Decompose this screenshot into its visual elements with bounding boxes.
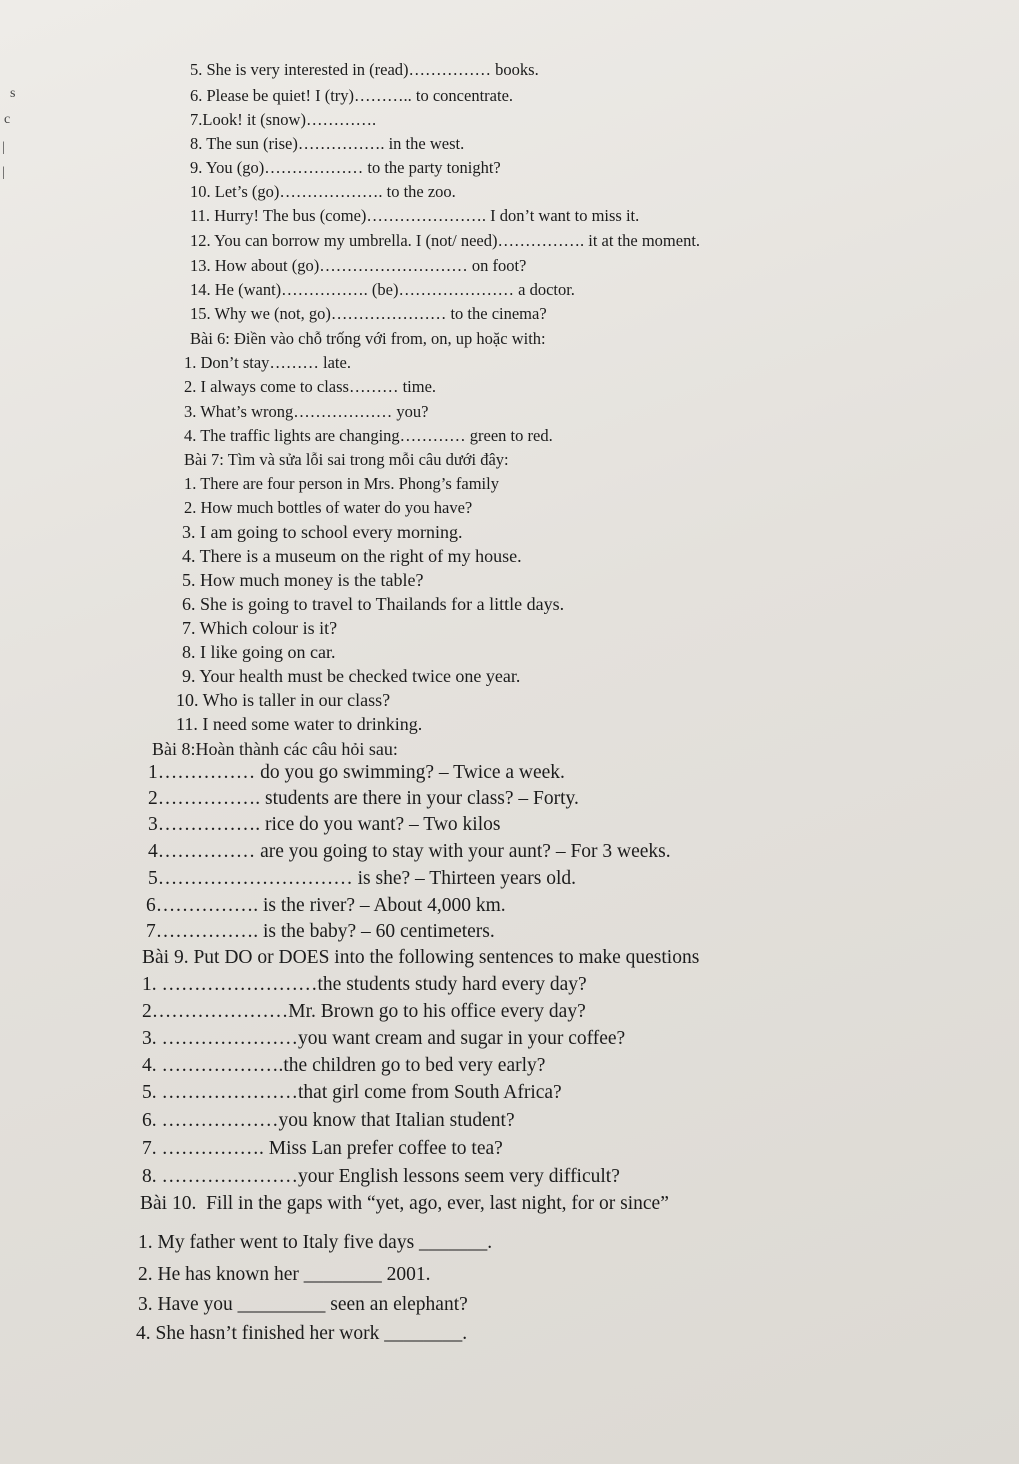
edge-mark: s [10, 86, 16, 101]
exercise-line: 6. ………………you know that Italian student? [142, 1110, 515, 1131]
exercise-line: 4. ……………….the children go to bed very early? [142, 1055, 546, 1076]
exercise-line: 1. There are four person in Mrs. Phong’s family [184, 474, 499, 493]
exercise-line: 6……………. is the river? – About 4,000 km. [146, 895, 506, 916]
exercise-line: 9. You (go)……………… to the party tonight? [190, 158, 501, 177]
section-title: Bài 10. Fill in the gaps with “yet, ago, ever, last night, for or since” [140, 1193, 669, 1214]
exercise-line: 7.Look! it (snow)…………. [190, 110, 377, 129]
exercise-line: 1. Don’t stay……… late. [184, 353, 351, 372]
exercise-line: 5. How much money is the table? [182, 570, 424, 590]
exercise-line: 3. What’s wrong……………… you? [184, 402, 429, 421]
exercise-line: 7……………. is the baby? – 60 centimeters. [146, 921, 495, 942]
exercise-line: 6. Please be quiet! I (try)……….. to concentrate. [190, 86, 514, 105]
exercise-line: 1. ……………………the students study hard every day? [142, 974, 587, 995]
exercise-line: 2…………………Mr. Brown go to his office every day? [142, 1001, 586, 1022]
exercise-line: 1. My father went to Italy five days _______. [138, 1232, 493, 1253]
exercise-line: 12. You can borrow my umbrella. I (not/ need)……………. it at the moment. [190, 231, 701, 250]
exercise-line: 11. I need some water to drinking. [176, 714, 423, 734]
exercise-line: 10. Who is taller in our class? [176, 690, 391, 710]
exercise-line: 8. …………………your English lessons seem very difficult? [142, 1166, 620, 1187]
exercise-line: 3. I am going to school every morning. [182, 522, 463, 542]
exercise-line: 4. There is a museum on the right of my house. [182, 546, 522, 566]
exercise-line: 7. Which colour is it? [182, 618, 338, 638]
exercise-line: 4. The traffic lights are changing………… green to red. [184, 426, 553, 445]
edge-mark: | [2, 140, 5, 155]
exercise-line: 3. Have you _________ seen an elephant? [138, 1294, 468, 1315]
exercise-line: 9. Your health must be checked twice one year. [182, 666, 521, 686]
exercise-line: 3. …………………you want cream and sugar in your coffee? [142, 1028, 626, 1049]
section-title: Bài 9. Put DO or DOES into the following sentences to make questions [142, 947, 700, 968]
section-title: Bài 7: Tìm và sửa lỗi sai trong mỗi câu dưới đây: [184, 450, 509, 469]
exercise-line: 2. I always come to class……… time. [184, 377, 437, 396]
edge-mark: c [4, 112, 11, 127]
exercise-line: 1…………… do you go swimming? – Twice a week. [148, 762, 565, 783]
exercise-line: 10. Let’s (go)………………. to the zoo. [190, 182, 456, 201]
exercise-line: 3……………. rice do you want? – Two kilos [148, 814, 501, 835]
exercise-line: 2. He has known her ________ 2001. [138, 1264, 431, 1285]
exercise-line: 8. The sun (rise)……………. in the west. [190, 134, 465, 153]
edge-mark: | [2, 165, 5, 180]
exercise-line: 5. …………………that girl come from South Africa? [142, 1082, 562, 1103]
exercise-line: 13. How about (go)……………………… on foot? [190, 256, 527, 275]
exercise-line: 4…………… are you going to stay with your aunt? – For 3 weeks. [148, 841, 671, 862]
exercise-line: 14. He (want)……………. (be)………………… a doctor. [190, 280, 575, 299]
exercise-line: 2. How much bottles of water do you have? [184, 498, 473, 517]
section-title: Bài 6: Điền vào chỗ trống với from, on, up hoặc with: [190, 329, 546, 348]
exercise-line: 15. Why we (not, go)………………… to the cinema? [190, 304, 547, 323]
exercise-line: 5. She is very interested in (read)…………… books. [190, 60, 539, 79]
exercise-line: 5………………………… is she? – Thirteen years old. [148, 868, 577, 889]
exercise-line: 6. She is going to travel to Thailands for a little days. [182, 594, 565, 614]
exercise-line: 2……………. students are there in your class? – Forty. [148, 788, 579, 809]
section-title: Bài 8:Hoàn thành các câu hỏi sau: [152, 739, 398, 759]
exercise-line: 11. Hurry! The bus (come)…………………. I don’t want to miss it. [190, 206, 640, 225]
exercise-line: 8. I like going on car. [182, 642, 336, 662]
exercise-line: 7. ……………. Miss Lan prefer coffee to tea? [142, 1138, 503, 1159]
exercise-line: 4. She hasn’t finished her work ________. [136, 1323, 468, 1344]
